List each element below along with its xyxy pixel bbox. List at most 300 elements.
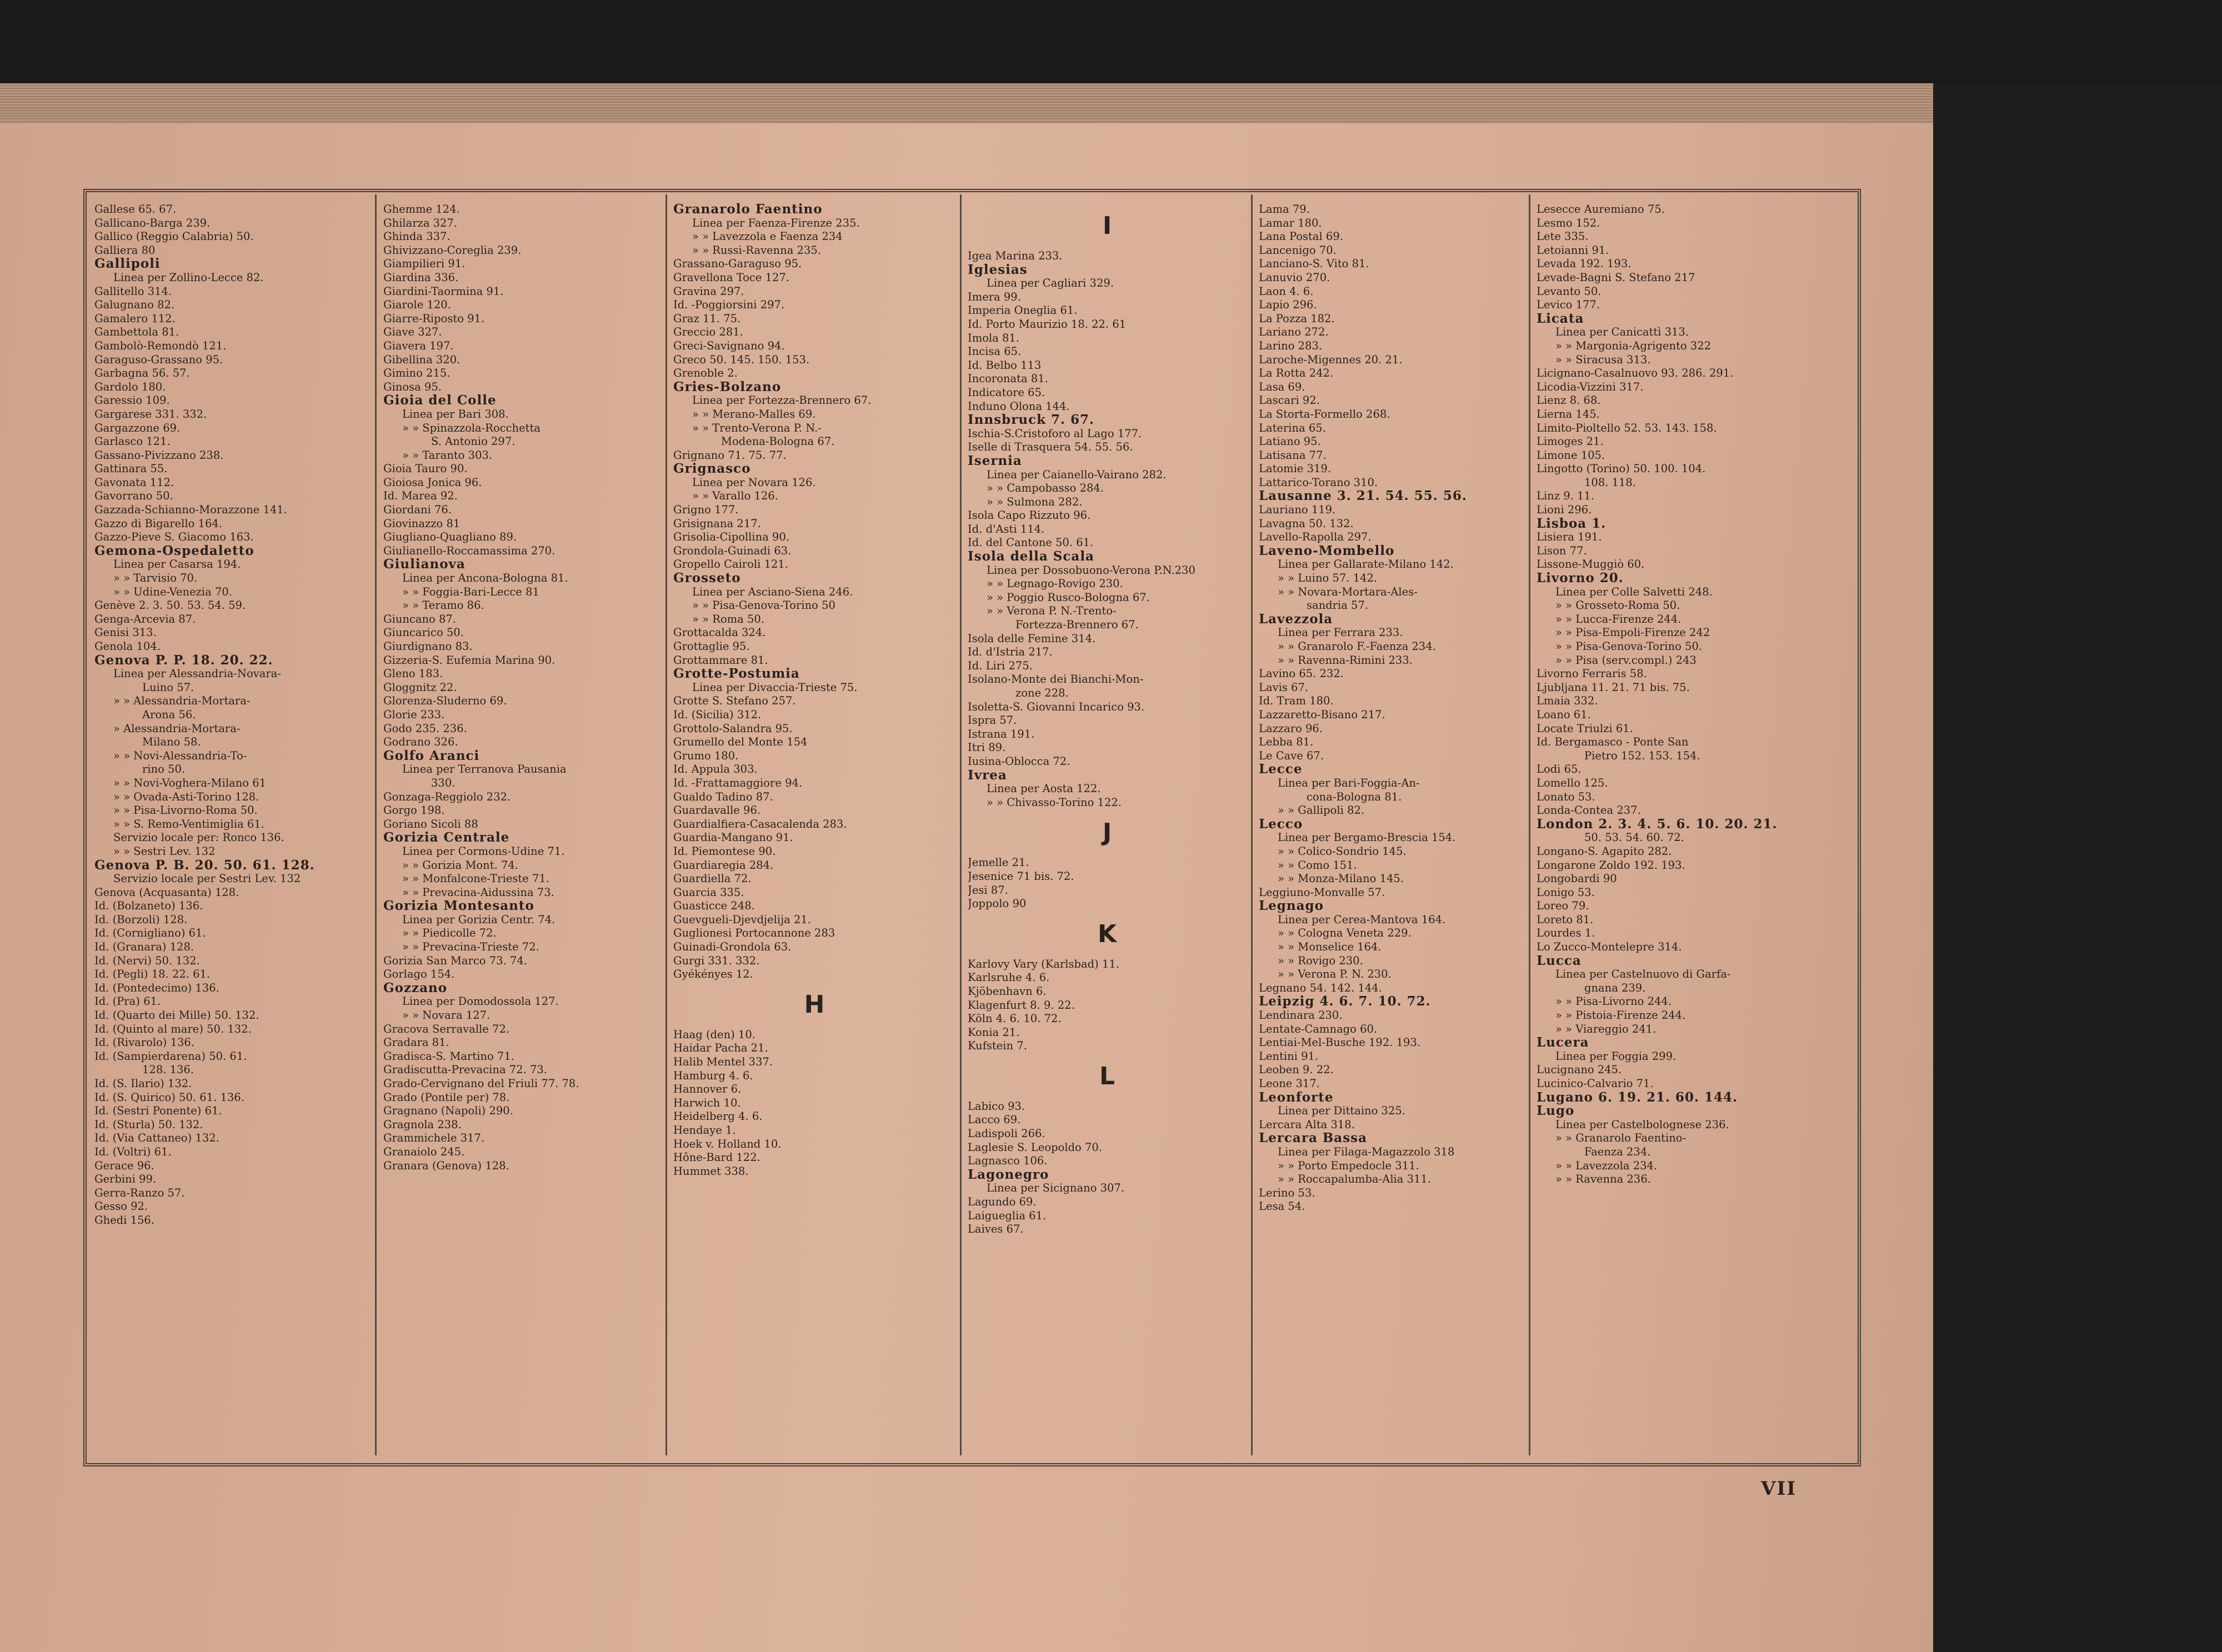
- index-entry: Grigno 177.: [673, 503, 739, 517]
- index-entry: Id. -Frattamaggiore 94.: [673, 776, 803, 789]
- index-entry: Greco 50. 145. 150. 153.: [673, 353, 810, 366]
- index-entry: Id. (Sturla) 50. 132.: [94, 1118, 203, 1131]
- index-entry: Levico 177.: [1537, 298, 1600, 312]
- index-heading: Golfo Aranci: [383, 748, 480, 763]
- index-entry: Gurgi 331. 332.: [673, 954, 760, 967]
- index-entry: Gragnano (Napoli) 290.: [383, 1104, 513, 1118]
- index-entry: Latisana 77.: [1259, 448, 1327, 462]
- index-entry: Linea per Gallarate-Milano 142.: [1278, 558, 1454, 571]
- index-entry: Leggiuno-Monvalle 57.: [1259, 885, 1385, 899]
- index-entry: » » Monselice 164.: [1278, 940, 1382, 954]
- index-entry: » » Monza-Milano 145.: [1278, 872, 1404, 885]
- index-entry: » Alessandria-Mortara-: [113, 722, 241, 735]
- index-entry: Linea per Dossobuono-Verona P.N.230: [987, 563, 1195, 577]
- index-entry: Gargarese 331. 332.: [94, 407, 207, 420]
- index-entry: » » Spinazzola-Rocchetta: [402, 421, 541, 434]
- index-entry: Labico 93.: [968, 1099, 1025, 1113]
- column-divider: [960, 194, 962, 1455]
- index-entry: La Storta-Formello 268.: [1259, 407, 1390, 420]
- index-entry: Gerbini 99.: [94, 1173, 157, 1186]
- index-entry: Servizio locale per: Ronco 136.: [113, 831, 284, 844]
- index-heading: London 2. 3. 4. 5. 6. 10. 20. 21.: [1537, 816, 1778, 832]
- index-heading: Lugo: [1537, 1103, 1575, 1119]
- index-entry: Gravina 297.: [673, 284, 744, 298]
- index-entry: » » Trento-Verona P. N.-: [692, 421, 822, 434]
- index-entry: Lamar 180.: [1259, 216, 1322, 229]
- index-entry: Gallicano-Barga 239.: [94, 216, 211, 229]
- column-divider: [375, 194, 377, 1455]
- index-entry: Lapio 296.: [1259, 298, 1317, 312]
- index-entry: Lercara Alta 318.: [1259, 1118, 1355, 1131]
- index-entry: Longano-S. Agapito 282.: [1537, 844, 1672, 858]
- index-entry: Lariano 272.: [1259, 326, 1329, 339]
- index-entry: Grottacalda 324.: [673, 626, 766, 639]
- index-entry: Lasa 69.: [1259, 380, 1305, 393]
- index-entry: Id. Appula 303.: [673, 763, 758, 776]
- index-entry: Ghinda 337.: [383, 230, 451, 243]
- index-entry: Gattinara 55.: [94, 462, 168, 475]
- index-entry: Lodi 65.: [1537, 763, 1582, 776]
- index-entry: Grottammare 81.: [673, 653, 768, 667]
- index-entry: Garlasco 121.: [94, 435, 171, 448]
- index-column-4: [968, 203, 1247, 1458]
- index-entry: Id. Liri 275.: [968, 659, 1033, 672]
- index-entry: » » Ravenna 236.: [1555, 1173, 1651, 1186]
- index-heading: Iglesias: [968, 262, 1028, 277]
- index-entry: Gavonata 112.: [94, 475, 174, 489]
- index-entry: Id. Piemontese 90.: [673, 844, 776, 858]
- index-entry: Giordani 76.: [383, 503, 452, 517]
- index-heading: Grignasco: [673, 461, 751, 477]
- index-entry: » » Rovigo 230.: [1278, 954, 1363, 967]
- index-entry: Lienz 8. 68.: [1537, 394, 1601, 407]
- index-entry: Glorie 233.: [383, 708, 445, 721]
- index-entry: » » Luino 57. 142.: [1278, 572, 1378, 585]
- index-entry: Id. (Nervi) 50. 132.: [94, 954, 200, 967]
- index-entry: gnana 239.: [1584, 981, 1646, 994]
- index-column-6: [1537, 203, 1854, 1458]
- index-entry: Guardiaregia 284.: [673, 858, 774, 872]
- index-heading: Lavezzola: [1259, 611, 1333, 627]
- index-entry: Id. (Pontedecimo) 136.: [94, 981, 219, 994]
- index-entry: Lattarico-Torano 310.: [1259, 475, 1378, 489]
- index-entry: Locate Triulzi 61.: [1537, 722, 1633, 735]
- index-entry: Guardia-Mangano 91.: [673, 831, 793, 844]
- index-entry: Jemelle 21.: [968, 856, 1029, 869]
- index-entry: Loreto 81.: [1537, 913, 1594, 926]
- index-entry: Letoianni 91.: [1537, 243, 1609, 257]
- index-entry: » » Ovada-Asti-Torino 128.: [113, 790, 259, 803]
- index-entry: Lancenigo 70.: [1259, 243, 1337, 257]
- index-entry: Linea per Dittaino 325.: [1278, 1104, 1405, 1118]
- index-entry: Joppolo 90: [968, 897, 1027, 910]
- index-entry: Linea per Asciano-Siena 246.: [692, 585, 853, 598]
- index-heading: Lausanne 3. 21. 54. 55. 56.: [1259, 488, 1467, 504]
- index-entry: Lebba 81.: [1259, 735, 1314, 749]
- index-entry: Grisolia-Cipollina 90.: [673, 530, 790, 544]
- index-entry: Gracova Serravalle 72.: [383, 1022, 510, 1035]
- index-entry: » » Novi-Voghera-Milano 61: [113, 776, 267, 789]
- index-entry: Gazzada-Schianno-Morazzone 141.: [94, 503, 287, 517]
- page-edges: [0, 83, 1933, 128]
- index-entry: sandria 57.: [1307, 599, 1369, 612]
- index-entry: Guardiella 72.: [673, 872, 752, 885]
- index-entry: Gallese 65. 67.: [94, 203, 177, 216]
- column-divider: [1251, 194, 1253, 1455]
- index-entry: Gallico (Reggio Calabria) 50.: [94, 230, 254, 243]
- index-entry: » » Sestri Lev. 132: [113, 844, 216, 858]
- index-entry: Linea per Faenza-Firenze 235.: [692, 216, 860, 229]
- index-entry: Guevgueli-Djevdjelija 21.: [673, 913, 811, 926]
- index-entry: Isola delle Femine 314.: [968, 632, 1096, 645]
- index-entry: Giuncarico 50.: [383, 626, 464, 639]
- index-entry: Linea per Gorizia Centr. 74.: [402, 913, 556, 926]
- section-letter: L: [1099, 1062, 1115, 1090]
- index-entry: Leoben 9. 22.: [1259, 1063, 1334, 1077]
- index-entry: Hamburg 4. 6.: [673, 1069, 753, 1082]
- index-entry: Graz 11. 75.: [673, 312, 741, 325]
- index-entry: Ghedi 156.: [94, 1213, 155, 1227]
- index-entry: Gradisca-S. Martino 71.: [383, 1049, 514, 1063]
- index-heading: Gries-Bolzano: [673, 379, 782, 394]
- index-heading: Lecco: [1259, 816, 1303, 832]
- index-entry: Greci-Savignano 94.: [673, 339, 785, 352]
- index-entry: Iusina-Oblocca 72.: [968, 754, 1070, 768]
- index-entry: Linea per Caianello-Vairano 282.: [987, 468, 1167, 481]
- index-entry: Loano 61.: [1537, 708, 1591, 721]
- index-entry: Haag (den) 10.: [673, 1028, 755, 1041]
- index-entry: Hoek v. Holland 10.: [673, 1137, 782, 1150]
- index-entry: Istrana 191.: [968, 727, 1035, 740]
- index-entry: Latomie 319.: [1259, 462, 1332, 475]
- index-entry: » » Cologna Veneta 229.: [1278, 927, 1412, 940]
- index-entry: 330.: [431, 776, 456, 789]
- index-column-5: [1259, 203, 1524, 1458]
- index-heading: Genova P. P. 18. 20. 22.: [94, 652, 273, 668]
- index-entry: Pietro 152. 153. 154.: [1584, 749, 1700, 762]
- section-letter: I: [1102, 212, 1112, 240]
- index-entry: La Pozza 182.: [1259, 312, 1335, 325]
- index-entry: Longarone Zoldo 192. 193.: [1537, 858, 1685, 872]
- index-entry: Gambolò-Remondò 121.: [94, 339, 227, 352]
- index-entry: Giarole 120.: [383, 298, 451, 312]
- index-entry: Karlsruhe 4. 6.: [968, 971, 1050, 984]
- index-entry: Grumo 180.: [673, 749, 739, 762]
- index-entry: Gamalero 112.: [94, 312, 176, 325]
- index-entry: » » Udine-Venezia 70.: [113, 585, 232, 598]
- index-entry: » » Porto Empedocle 311.: [1278, 1159, 1419, 1172]
- index-entry: Giardini-Taormina 91.: [383, 284, 504, 298]
- index-entry: Imperia Oneglia 61.: [968, 304, 1078, 317]
- index-entry: Linea per Fortezza-Brennero 67.: [692, 394, 872, 407]
- index-entry: Licodia-Vizzini 317.: [1537, 380, 1644, 393]
- index-heading: Isernia: [968, 453, 1022, 468]
- index-entry: Gimino 215.: [383, 367, 451, 380]
- index-entry: Guardavalle 96.: [673, 804, 761, 817]
- index-heading: Gioia del Colle: [383, 393, 497, 408]
- index-entry: Gorlago 154.: [383, 968, 455, 981]
- index-entry: Lomello 125.: [1537, 776, 1608, 789]
- index-entry: Lison 77.: [1537, 544, 1587, 557]
- index-entry: Id. (Quinto al mare) 50. 132.: [94, 1022, 252, 1035]
- index-entry: Goriano Sicoli 88: [383, 817, 478, 830]
- index-entry: Id. (Pegli) 18. 22. 61.: [94, 968, 211, 981]
- index-heading: Gozzano: [383, 980, 448, 995]
- index-heading: Leonforte: [1259, 1089, 1334, 1105]
- index-entry: Gioia Tauro 90.: [383, 462, 468, 475]
- index-entry: Linea per Terranova Pausania: [402, 763, 567, 776]
- index-entry: Linea per Foggia 299.: [1555, 1049, 1676, 1063]
- index-entry: Lazzaro 96.: [1259, 722, 1323, 735]
- index-entry: Gizzeria-S. Eufemia Marina 90.: [383, 653, 556, 667]
- index-entry: Köln 4. 6. 10. 72.: [968, 1012, 1062, 1025]
- index-entry: » » Siracusa 313.: [1555, 353, 1651, 366]
- index-entry: 108. 118.: [1584, 475, 1637, 489]
- index-entry: Giave 327.: [383, 326, 442, 339]
- index-entry: » » Russi-Ravenna 235.: [692, 243, 822, 257]
- index-entry: Gualdo Tadino 87.: [673, 790, 773, 803]
- index-entry: Lioni 296.: [1537, 503, 1592, 517]
- index-entry: Grottolo-Salandra 95.: [673, 722, 793, 735]
- index-entry: Lo Zucco-Montelepre 314.: [1537, 940, 1682, 954]
- index-entry: Id. (Bolzaneto) 136.: [94, 899, 203, 913]
- index-entry: Longobardi 90: [1537, 872, 1617, 885]
- index-entry: » » Grosseto-Roma 50.: [1555, 599, 1680, 612]
- column-divider: [1529, 194, 1530, 1455]
- index-entry: » » Prevacina-Aidussina 73.: [402, 885, 554, 899]
- index-entry: Induno Olona 144.: [968, 399, 1070, 413]
- index-entry: Id. (Sampierdarena) 50. 61.: [94, 1049, 247, 1063]
- index-entry: Imola 81.: [968, 331, 1020, 344]
- index-entry: Lascari 92.: [1259, 394, 1320, 407]
- index-entry: Genola 104.: [94, 640, 161, 653]
- index-entry: Linea per Ferrara 233.: [1278, 626, 1403, 639]
- index-entry: Lanciano-S. Vito 81.: [1259, 257, 1369, 271]
- index-entry: » » Pisa-Empoli-Firenze 242: [1555, 626, 1710, 639]
- index-entry: Genova (Acquasanta) 128.: [94, 885, 239, 899]
- index-entry: Gleno 183.: [383, 667, 443, 680]
- index-entry: Giardina 336.: [383, 271, 459, 284]
- index-heading: Isola della Scala: [968, 549, 1094, 564]
- index-entry: Giulianello-Roccamassima 270.: [383, 544, 556, 557]
- index-entry: Godrano 326.: [383, 735, 458, 749]
- index-heading: Gorizia Montesanto: [383, 898, 534, 914]
- index-entry: » » Verona P. N.-Trento-: [987, 604, 1117, 618]
- index-entry: Id. d'Asti 114.: [968, 522, 1045, 535]
- index-entry: Lucinico-Calvario 71.: [1537, 1077, 1654, 1090]
- index-entry: Id. (Sestri Ponente) 61.: [94, 1104, 222, 1118]
- index-heading: Ivrea: [968, 767, 1007, 783]
- index-entry: Id. (Pra) 61.: [94, 995, 161, 1008]
- index-entry: Modena-Bologna 67.: [721, 435, 835, 448]
- index-entry: Gragnola 238.: [383, 1118, 462, 1131]
- index-entry: Kjöbenhavn 6.: [968, 984, 1047, 998]
- index-entry: Guinadi-Grondola 63.: [673, 940, 792, 954]
- index-entry: Guasticce 248.: [673, 899, 755, 913]
- index-entry: Id. (Quarto dei Mille) 50. 132.: [94, 1009, 259, 1022]
- index-entry: Ghemme 124.: [383, 203, 460, 216]
- index-entry: Guarcia 335.: [673, 885, 744, 899]
- index-entry: Lauriano 119.: [1259, 503, 1336, 517]
- index-entry: Larino 283.: [1259, 339, 1323, 352]
- index-entry: » » Legnago-Rovigo 230.: [987, 577, 1123, 590]
- index-entry: » » Poggio Rusco-Bologna 67.: [987, 590, 1150, 604]
- index-heading: Giulianova: [383, 557, 466, 572]
- index-entry: Gerra-Ranzo 57.: [94, 1186, 185, 1199]
- index-entry: Gropello Cairoli 121.: [673, 558, 789, 571]
- index-entry: Linz 9. 11.: [1537, 489, 1595, 503]
- index-entry: Luino 57.: [142, 680, 194, 694]
- index-entry: Heidelberg 4. 6.: [673, 1110, 763, 1123]
- index-entry: » » Margonia-Agrigento 322: [1555, 339, 1711, 352]
- index-entry: Lesa 54.: [1259, 1200, 1305, 1213]
- index-entry: Levade-Bagni S. Stefano 217: [1537, 271, 1695, 284]
- index-entry: Lagundo 69.: [968, 1195, 1037, 1209]
- index-heading: Licata: [1537, 311, 1584, 326]
- index-entry: Gyékényes 12.: [673, 968, 753, 981]
- index-entry: » » Pisa-Genova-Torino 50.: [1555, 640, 1703, 653]
- index-entry: 50. 53. 54. 60. 72.: [1584, 831, 1684, 844]
- index-entry: Gargazzone 69.: [94, 421, 181, 434]
- index-entry: Gassano-Pivizzano 238.: [94, 448, 224, 462]
- index-entry: » » Lavezzola 234.: [1555, 1159, 1658, 1172]
- index-entry: Levanto 50.: [1537, 284, 1602, 298]
- index-entry: Ljubljana 11. 21. 71 bis. 75.: [1537, 680, 1690, 694]
- index-heading: Lugano 6. 19. 21. 60. 144.: [1537, 1089, 1738, 1105]
- index-entry: Granara (Genova) 128.: [383, 1159, 509, 1172]
- index-entry: Klagenfurt 8. 9. 22.: [968, 998, 1075, 1012]
- index-entry: Haidar Pacha 21.: [673, 1042, 768, 1055]
- index-heading: Lucera: [1537, 1035, 1589, 1050]
- index-entry: Konia 21.: [968, 1025, 1020, 1039]
- index-heading: Genova P. B. 20. 50. 61. 128.: [94, 857, 315, 873]
- index-entry: Lavagna 50. 132.: [1259, 517, 1354, 530]
- index-entry: » » Varallo 126.: [692, 489, 778, 503]
- index-entry: Linea per Alessandria-Novara-: [113, 667, 281, 680]
- index-entry: » » Pisa-Livorno 244.: [1555, 995, 1672, 1008]
- index-heading: Lagonegro: [968, 1167, 1049, 1182]
- index-entry: » » Roma 50.: [692, 612, 765, 625]
- index-entry: Lanuvio 270.: [1259, 271, 1330, 284]
- index-entry: Hannover 6.: [673, 1083, 742, 1096]
- index-entry: Id. (Via Cattaneo) 132.: [94, 1132, 219, 1145]
- index-entry: Legnano 54. 142. 144.: [1259, 981, 1382, 994]
- index-entry: Gioiosa Jonica 96.: [383, 475, 482, 489]
- index-entry: Gardolo 180.: [94, 380, 166, 393]
- index-heading: Innsbruck 7. 67.: [968, 412, 1095, 428]
- index-entry: Id. (Rivarolo) 136.: [94, 1036, 195, 1049]
- index-entry: » » Viareggio 241.: [1555, 1022, 1657, 1035]
- index-heading: Lecce: [1259, 762, 1303, 777]
- index-entry: » » Campobasso 284.: [987, 482, 1104, 495]
- index-entry: Limoges 21.: [1537, 435, 1604, 448]
- index-entry: Incisa 65.: [968, 345, 1022, 358]
- index-entry: » » Foggia-Bari-Lecce 81: [402, 585, 539, 598]
- index-entry: Linea per Castelbolognese 236.: [1555, 1118, 1729, 1131]
- index-entry: Id. Porto Maurizio 18. 22. 61: [968, 317, 1127, 331]
- index-entry: Laigueglia 61.: [968, 1209, 1047, 1222]
- index-entry: Galugnano 82.: [94, 298, 175, 312]
- index-entry: » » Granarolo Faentino-: [1555, 1132, 1686, 1145]
- index-heading: Gorizia Centrale: [383, 830, 510, 845]
- section-letter: J: [1102, 818, 1112, 847]
- index-entry: Linea per Sicignano 307.: [987, 1182, 1124, 1195]
- index-entry: Limito-Pioltello 52. 53. 143. 158.: [1537, 421, 1717, 434]
- index-entry: Gloggnitz 22.: [383, 680, 457, 694]
- index-entry: » » Monfalcone-Trieste 71.: [402, 872, 549, 885]
- index-entry: Limone 105.: [1537, 448, 1605, 462]
- index-entry: Linea per Canicattì 313.: [1555, 326, 1689, 339]
- index-entry: Isolano-Monte dei Bianchi-Mon-: [968, 673, 1144, 686]
- index-entry: Linea per Cormons-Udine 71.: [402, 844, 565, 858]
- index-heading: Grosseto: [673, 570, 741, 586]
- index-entry: Id. (Granara) 128.: [94, 940, 194, 954]
- index-entry: Id. (Borzoli) 128.: [94, 913, 188, 926]
- index-entry: Linea per Bari 308.: [402, 407, 509, 420]
- index-entry: Gerace 96.: [94, 1159, 154, 1172]
- index-entry: Lesecce Auremiano 75.: [1537, 203, 1665, 216]
- index-entry: Incoronata 81.: [968, 372, 1048, 386]
- index-entry: Id. (Sicilia) 312.: [673, 708, 762, 721]
- index-entry: Harwich 10.: [673, 1096, 741, 1109]
- index-entry: Hendaye 1.: [673, 1124, 736, 1137]
- index-entry: cona-Bologna 81.: [1307, 790, 1402, 803]
- index-heading: Livorno 20.: [1537, 570, 1624, 586]
- index-entry: Gazzo di Bigarello 164.: [94, 517, 222, 530]
- index-entry: » » Granarolo F.-Faenza 234.: [1278, 640, 1436, 653]
- index-entry: Id. (S. Quirico) 50. 61. 136.: [94, 1090, 244, 1104]
- index-entry: Linea per Bari-Foggia-An-: [1278, 776, 1420, 789]
- index-entry: Lourdes 1.: [1537, 927, 1595, 940]
- background-dark: [0, 0, 2222, 83]
- index-entry: Jesi 87.: [968, 883, 1008, 897]
- index-entry: Id. del Cantone 50. 61.: [968, 536, 1094, 549]
- index-heading: Leipzig 4. 6. 7. 10. 72.: [1259, 994, 1431, 1009]
- index-entry: Isola Capo Rizzuto 96.: [968, 509, 1091, 522]
- index-entry: Linea per Novara 126.: [692, 475, 816, 489]
- index-entry: » » Novara-Mortara-Ales-: [1278, 585, 1418, 598]
- index-entry: » » Piedicolle 72.: [402, 927, 497, 940]
- index-entry: Itri 89.: [968, 741, 1006, 754]
- index-entry: Lana Postal 69.: [1259, 230, 1343, 243]
- index-entry: Galliera 80: [94, 243, 156, 257]
- index-entry: Gonzaga-Reggiolo 232.: [383, 790, 511, 803]
- index-entry: » » Verona P. N. 230.: [1278, 968, 1392, 981]
- index-entry: Giarre-Riposto 91.: [383, 312, 485, 325]
- index-entry: Ladispoli 266.: [968, 1127, 1045, 1140]
- index-entry: Lerino 53.: [1259, 1186, 1315, 1199]
- index-entry: Linea per Zollino-Lecce 82.: [113, 271, 264, 284]
- index-entry: Laroche-Migennes 20. 21.: [1259, 353, 1403, 366]
- index-entry: Linea per Colle Salvetti 248.: [1555, 585, 1713, 598]
- index-entry: Licignano-Casalnuovo 93. 286. 291.: [1537, 367, 1734, 380]
- index-heading: Lercara Bassa: [1259, 1130, 1368, 1146]
- index-entry: Le Cave 67.: [1259, 749, 1324, 762]
- index-entry: Lavis 67.: [1259, 680, 1309, 694]
- index-entry: Id. Bergamasco - Ponte San: [1537, 735, 1689, 749]
- index-entry: Id. Tram 180.: [1259, 694, 1334, 708]
- index-entry: Loreo 79.: [1537, 899, 1589, 913]
- index-entry: Lagnasco 106.: [968, 1154, 1048, 1168]
- index-entry: Indicatore 65.: [968, 386, 1045, 399]
- index-entry: rino 50.: [142, 763, 186, 776]
- index-entry: Garessio 109.: [94, 394, 170, 407]
- index-entry: Isoletta-S. Giovanni Incarico 93.: [968, 700, 1145, 713]
- index-entry: Giovinazzo 81: [383, 517, 461, 530]
- index-entry: Linea per Domodossola 127.: [402, 995, 559, 1008]
- index-entry: Granaiolo 245.: [383, 1145, 465, 1158]
- index-entry: Lazzaretto-Bisano 217.: [1259, 708, 1385, 721]
